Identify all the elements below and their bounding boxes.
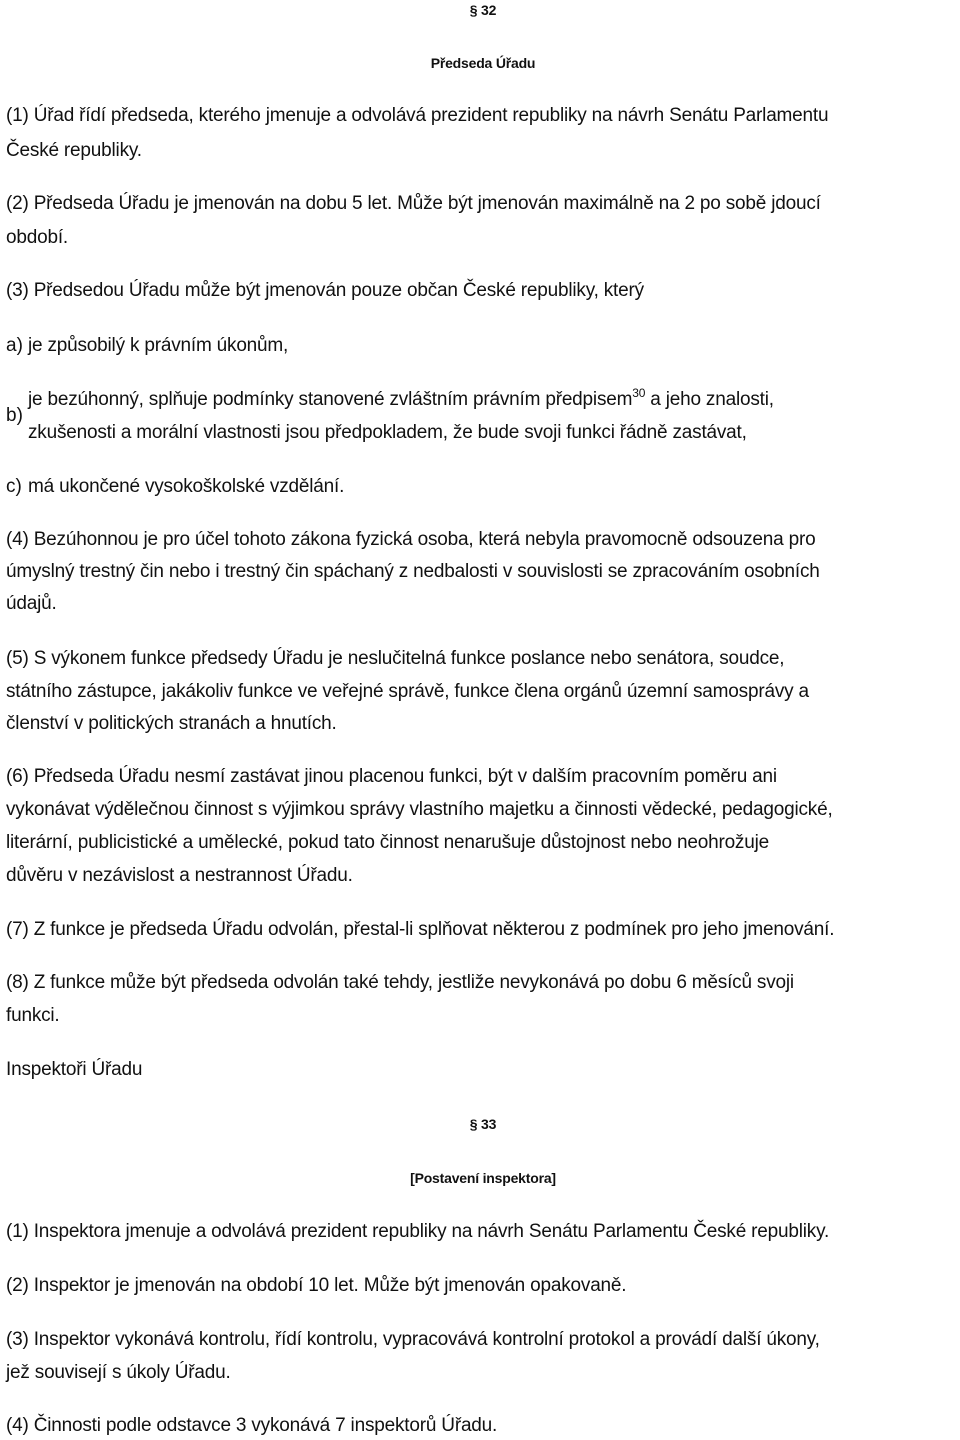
sec32-p8-line2: funkci. <box>6 1005 60 1026</box>
sec32-p8-line1: (8) Z funkce může být předseda odvolán také tehdy, jestliže nevykonává po dobu 6 měsíců svoji <box>6 972 794 993</box>
sec32-p3-item-b-line1 <box>28 387 774 413</box>
section-32-title: Předseda Úřadu <box>430 55 536 71</box>
section-33-heading: § 33 <box>469 1116 497 1132</box>
sec32-p5-line1: (5) S výkonem funkce předsedy Úřadu je neslučitelná funkce poslance nebo senátora, soudce, <box>6 648 785 669</box>
sec32-p6-line3: literární, publicistické a umělecké, pokud tato činnost nenarušuje důstojnost nebo neohrožuje <box>6 832 769 853</box>
sec32-p1-line1: (1) Úřad řídí předseda, kterého jmenuje a odvolává prezident republiky na návrh Senátu Parlamentu <box>6 105 829 126</box>
sec32-p3-item-b-line1-text: je bezúhonný, splňuje podmínky stanovené zvláštním právním předpisem <box>28 389 633 410</box>
sec32-p7-line1: (7) Z funkce je předseda Úřadu odvolán, přestal-li splňovat některou z podmínek pro jeho jmenování. <box>6 919 835 940</box>
sec32-p2-line2: období. <box>6 227 68 248</box>
sec32-p3-item-b-marker: b) <box>6 405 23 426</box>
section-32-heading: § 32 <box>469 2 497 18</box>
sec32-p1-line2: České republiky. <box>6 140 142 161</box>
sec33-p3-line2: jež souvisejí s úkoly Úřadu. <box>6 1362 231 1383</box>
sec32-p6-line4: důvěru v nezávislost a nestrannost Úřadu. <box>6 865 353 886</box>
sec33-p2-line1: (2) Inspektor je jmenován na období 10 let. Může být jmenován opakovaně. <box>6 1275 627 1296</box>
footnote-ref-30[interactable]: 30 <box>632 385 646 400</box>
sec32-p4-line1: (4) Bezúhonnou je pro účel tohoto zákona fyzická osoba, která nebyla pravomocně odsouzena pro <box>6 529 816 550</box>
sec33-p1-line1: (1) Inspektora jmenuje a odvolává prezident republiky na návrh Senátu Parlamentu České republiky. <box>6 1221 830 1242</box>
sec33-p3-line1: (3) Inspektor vykonává kontrolu, řídí kontrolu, vypracovává kontrolní protokol a provádí další úkony, <box>6 1329 820 1350</box>
sec32-p3-intro: (3) Předsedou Úřadu může být jmenován pouze občan České republiky, který <box>6 280 644 301</box>
sec32-p2-line1: (2) Předseda Úřadu je jmenován na dobu 5 let. Může být jmenován maximálně na 2 po sobě jdoucí <box>6 193 821 214</box>
sec32-p3-item-c-text: má ukončené vysokoškolské vzdělání. <box>28 476 345 497</box>
section-33-title: [Postavení inspektora] <box>410 1170 556 1186</box>
sec32-p3-item-c-marker: c) <box>6 476 22 497</box>
inspectors-heading: Inspektoři Úřadu <box>6 1059 143 1080</box>
sec32-p3-item-a-text: je způsobilý k právním úkonům, <box>28 335 289 356</box>
sec32-p3-item-a-marker: a) <box>6 335 23 356</box>
sec32-p5-line2: státního zástupce, jakákoliv funkce ve veřejné správě, funkce člena orgánů územní samosprávy a <box>6 681 809 702</box>
sec32-p6-line1: (6) Předseda Úřadu nesmí zastávat jinou placenou funkci, být v dalším pracovním poměru ani <box>6 766 777 787</box>
sec32-p3-item-b-line1-rest: a jeho znalosti, <box>645 389 774 410</box>
sec32-p6-line2: vykonávat výdělečnou činnost s výjimkou správy vlastního majetku a činnosti vědecké, pedagogické, <box>6 799 833 820</box>
sec32-p4-line2: úmyslný trestný čin nebo i trestný čin spáchaný z nedbalosti v souvislosti se zpracováním osobních <box>6 561 820 582</box>
sec32-p3-item-b-line2: zkušenosti a morální vlastnosti jsou předpokladem, že bude svoji funkci řádně zastávat, <box>28 422 747 443</box>
sec32-p4-line3: údajů. <box>6 593 57 614</box>
sec33-p4-line1: (4) Činnosti podle odstavce 3 vykonává 7 inspektorů Úřadu. <box>6 1415 498 1436</box>
sec32-p5-line3: členství v politických stranách a hnutích. <box>6 713 337 734</box>
